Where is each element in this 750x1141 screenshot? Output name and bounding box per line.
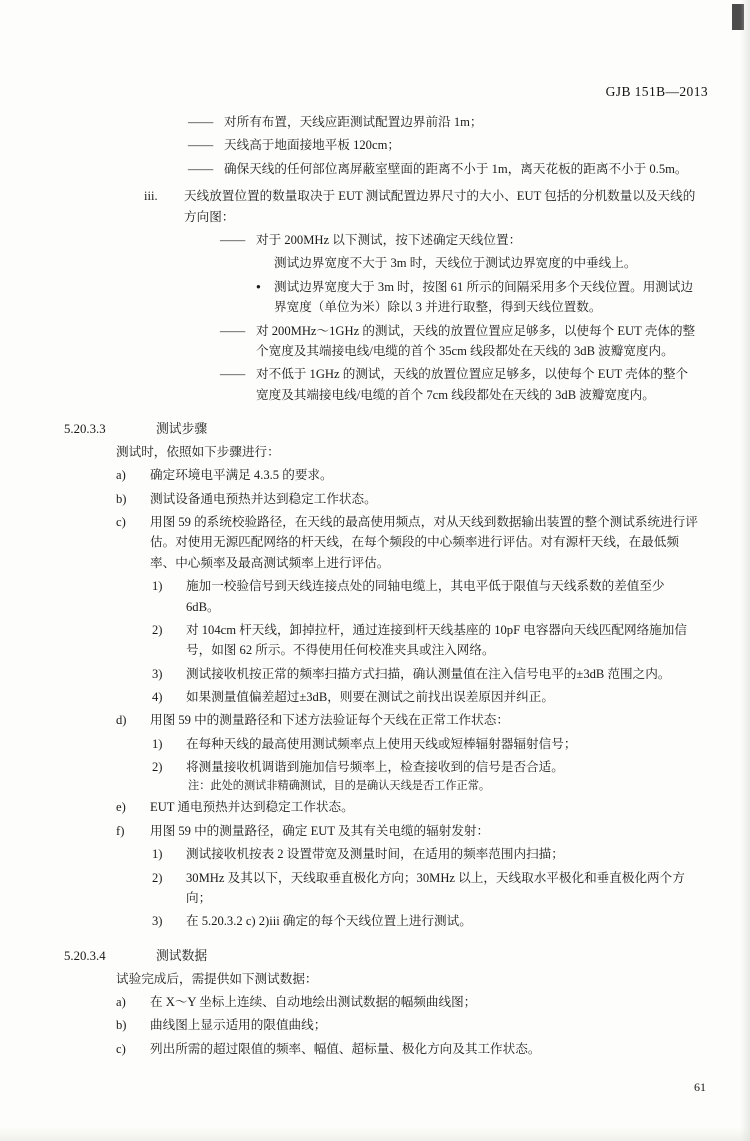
list-text: 对不低于 1GHz 的测试，天线的放置位置应足够多，以使每个 EUT 壳体的整个宽度及其端接电线/电缆的首个 7cm 线段都处在天线的 3dB 波瓣宽度内。: [256, 367, 689, 402]
list-marker: c): [116, 514, 126, 529]
list-item-bullet: [256, 277, 700, 318]
list-item-alpha: [116, 512, 700, 573]
list-marker: ——: [188, 138, 214, 153]
list-marker: ——: [220, 232, 246, 247]
list-text: 施加一校验信号到天线连接点处的同轴电缆上，其电平低于限值与天线系数的差值至少 6dB。: [186, 579, 665, 614]
list-marker: 4): [152, 690, 163, 705]
list-marker: ——: [220, 323, 246, 338]
section-intro: 测试时，依照如下步骤进行：: [116, 444, 280, 459]
list-marker: a): [116, 994, 126, 1009]
list-marker: 3): [152, 914, 163, 929]
list-text: 对 200MHz～1GHz 的测试，天线的放置位置应足够多，以使每个 EUT 壳体的整个宽度及其端接电线/电缆的首个 35cm 线段都处在天线的 3dB 波瓣宽度内。: [256, 323, 696, 358]
list-text: 30MHz 及其以下，天线取垂直极化方向；30MHz 以上，天线取水平极化和垂直极化两个方向；: [186, 870, 685, 906]
section-number: 5.20.3.4: [64, 948, 106, 963]
list-marker: b): [116, 1018, 127, 1033]
list-marker: e): [116, 800, 126, 815]
list-text: 对所有布置，天线应距测试配置边界前沿 1m；: [224, 115, 483, 129]
list-text: 测试边界宽度不大于 3m 时，天线位于测试边界宽度的中垂线上。: [274, 256, 637, 271]
list-item: [220, 230, 700, 250]
list-text: 确定环境电平满足 4.3.5 的要求。: [150, 468, 333, 483]
list-item-num: [152, 844, 700, 864]
list-marker: 2): [152, 622, 163, 637]
note-text: 注：此处的测试非精确测试，目的是确认天线是否工作正常。: [188, 779, 491, 792]
list-item: [220, 364, 700, 405]
list-item-num: [152, 911, 700, 931]
list-text: 测试设备通电预热并达到稳定工作状态。: [150, 491, 377, 506]
page-edge-shadow-bottom: [0, 1127, 750, 1141]
page-number: 61: [694, 1080, 706, 1094]
list-marker: f): [116, 823, 125, 838]
list-marker: 2): [152, 870, 163, 885]
list-item-alpha: [116, 821, 700, 841]
list-item-num: [152, 687, 700, 707]
list-item-num: [152, 620, 700, 661]
list-item-alpha: [116, 1039, 700, 1059]
document-header-code: GJB 151B—2013: [605, 84, 708, 99]
list-item: [188, 135, 700, 155]
list-item-plain: [256, 253, 700, 273]
list-text: 测试接收机按正常的频率扫描方式扫描，确认测量值在注入信号电平的±3dB 范围之内。: [186, 666, 671, 681]
list-item-num: [152, 868, 700, 909]
list-text: 曲线图上显示适用的限值曲线；: [150, 1018, 327, 1033]
document-body: [60, 112, 700, 1059]
list-marker: ——: [188, 115, 214, 129]
list-marker: b): [116, 491, 127, 506]
list-text: 对于 200MHz 以下测试，按下述确定天线位置：: [256, 232, 522, 247]
list-item-alpha: [116, 992, 700, 1012]
list-text: 在 X～Y 坐标上连续、自动地绘出测试数据的幅频曲线图；: [150, 994, 477, 1009]
list-item-alpha: [116, 465, 700, 485]
list-marker: 3): [152, 666, 163, 681]
list-text: 测试边界宽度大于 3m 时，按图 61 所示的间隔采用多个天线位置。用测试边界宽度（单位为米）除以 3 并进行取整，得到天线位置数。: [274, 279, 694, 315]
list-marker: a): [116, 468, 126, 483]
list-marker: ——: [188, 161, 214, 176]
list-text: 如果测量值偏差超过±3dB，则要在测试之前找出误差原因并纠正。: [186, 690, 554, 705]
list-item-num: [152, 734, 700, 754]
list-item: [188, 159, 700, 179]
list-item-alpha: [116, 489, 700, 509]
list-item-num: [152, 757, 700, 777]
page-edge-shadow-right: [740, 0, 750, 1141]
list-marker: d): [116, 713, 127, 728]
list-text: 将测量接收机调谐到施加信号频率上，检查接收到的信号是否合适。: [186, 760, 564, 775]
list-text: 在 5.20.3.2 c) 2)iii 确定的每个天线位置上进行测试。: [186, 914, 472, 929]
list-item-alpha: [116, 1015, 700, 1035]
section-heading-test-steps: [60, 419, 700, 440]
list-item-alpha: [116, 797, 700, 817]
section-intro: 试验完成后，需提供如下测试数据：: [116, 971, 318, 986]
section-title: 测试数据: [156, 948, 208, 963]
list-text: 对 104cm 杆天线，卸掉拉杆，通过连接到杆天线基座的 10pF 电容器向天线匹配网络施加信号，如图 62 所示。不得使用任何校准夹具或注入网络。: [186, 622, 687, 658]
list-marker: ——: [220, 367, 246, 382]
list-text: 用图 59 中的测量路径，确定 EUT 及其有关电缆的辐射发射：: [150, 823, 490, 838]
section-number: 5.20.3.3: [64, 422, 106, 437]
list-marker: c): [116, 1041, 126, 1056]
list-text: 天线放置位置的数量取决于 EUT 测试配置边界尺寸的大小、EUT 包括的分机数量以及天线的方向图：: [184, 189, 696, 224]
section-heading-test-data: [60, 946, 700, 967]
bullet-icon: [256, 277, 274, 297]
list-text: 用图 59 的系统校验路径，在天线的最高使用频点，对从天线到数据输出装置的整个测试系统进行评估。对使用无源匹配网络的杆天线，在每个频段的中心频率进行评估。对有源杆天线，在最低频率、中心频率及最高测试频率上进行评估。: [150, 514, 698, 570]
list-text: 测试接收机按表 2 设置带宽及测量时间，在适用的频率范围内扫描；: [186, 847, 564, 862]
list-marker: 1): [152, 736, 163, 751]
list-item-roman: [144, 186, 700, 227]
list-text: 天线高于地面接地平板 120cm；: [224, 138, 400, 153]
list-marker: 1): [152, 579, 163, 594]
list-text: 用图 59 中的测量路径和下述方法验证每个天线在正常工作状态：: [150, 713, 509, 728]
list-text: 在每种天线的最高使用测试频率点上使用天线或短棒辐射器辐射信号；: [186, 736, 577, 751]
section-title: 测试步骤: [156, 422, 208, 437]
list-marker: 1): [152, 847, 163, 862]
list-item-num: [152, 664, 700, 684]
list-item: [220, 321, 700, 362]
list-text: 确保天线的任何部位离屏蔽室壁面的距离不小于 1m，离天花板的距离不小于 0.5m。: [224, 161, 688, 176]
list-item-alpha: [116, 710, 700, 730]
list-marker: iii.: [144, 189, 158, 204]
list-item: [188, 112, 700, 132]
list-text: 列出所需的超过限值的频率、幅值、超标量、极化方向及其工作状态。: [150, 1041, 541, 1056]
list-text: EUT 通电预热并达到稳定工作状态。: [150, 800, 354, 815]
list-item-num: [152, 576, 700, 617]
list-marker: 2): [152, 760, 163, 775]
